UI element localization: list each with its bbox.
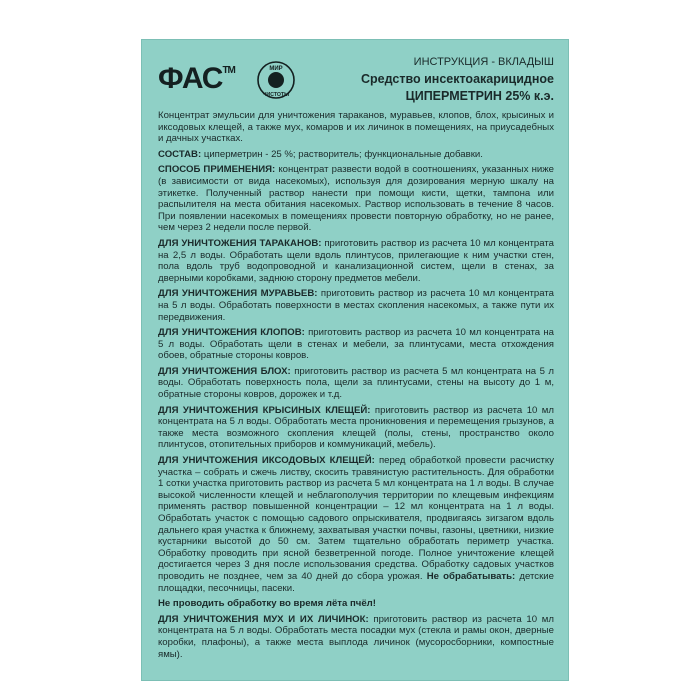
seal-text-top: МИР [269, 66, 283, 72]
bedbugs-text: приготовить раствор из расчета 10 мл концентрата на 5 л воды. Обработать щели в стенах и мебели, за плинтусами, места отхождения обоев, обратные стороны ковров. [158, 327, 554, 362]
ants-paragraph [158, 288, 554, 323]
instruction-body [158, 110, 554, 664]
brand-logo [158, 62, 235, 96]
fleas-heading: ДЛЯ УНИЧТОЖЕНИЯ БЛОХ: [158, 365, 291, 377]
bedbugs-paragraph [158, 327, 554, 362]
composition-heading: СОСТАВ: [158, 148, 202, 160]
flies-paragraph [158, 614, 554, 660]
ticks-paragraph [158, 455, 554, 594]
ants-text: приготовить раствор из расчета 10 мл концентрата на 5 л воды. Обработать поверхности в местах скопления насекомых, а также пути их передвижения. [158, 288, 554, 323]
cockroach-text: приготовить раствор из расчета 10 мл концентрата на 2,5 л воды. Обработать щели вдоль плинтусов, прилегающие к ним участки стен, пола вдоль труб водопроводной и канализационной систем, щели в стенах, за дверными коробками, заднюю сторону предметов мебели. [158, 237, 554, 284]
not-treat-heading: Не обрабатывать: [426, 570, 516, 582]
ratmites-heading: ДЛЯ УНИЧТОЖЕНИЯ КРЫСИНЫХ КЛЕЩЕЙ: [158, 404, 371, 416]
leaflet-header [142, 40, 568, 112]
flies-heading: ДЛЯ УНИЧТОЖЕНИЯ МУХ И ИХ ЛИЧИНОК: [158, 613, 369, 625]
ticks-heading: ДЛЯ УНИЧТОЖЕНИЯ ИКСОДОВЫХ КЛЕЩЕЙ: [158, 455, 375, 467]
brand-logo-text: ФАС [158, 62, 223, 95]
intro-paragraph: Концентрат эмульсии для уничтожения тараканов, муравьев, клопов, блох, крысиных и иксодовых клещей, а также мух, комаров и их личинок в помещениях, на приусадебных и дачных участках. [158, 110, 554, 145]
bedbugs-heading: ДЛЯ УНИЧТОЖЕНИЯ КЛОПОВ: [158, 327, 305, 339]
method-paragraph [158, 164, 554, 234]
ratmites-text: приготовить раствор из расчета 10 мл концентрата на 5 л воды. Обработать места проникновения и перемещения грызунов, а также места возможного скопления клещей (полы, стены, пространство около плинтусов, отопительных приборов и коммуникаций, мебель). [158, 404, 554, 451]
method-text: концентрат развести водой в соотношениях, указанных ниже (в зависимости от вида насекомых), используя для дозирования мерную шкалу на этикетке. Полученный раствор нанести при помощи кисти, щетки, тампона или распылителя на места обитания насекомых. Раствор использовать в течение 8 часов. При появлении насекомых в помещениях провести повторную обработку, но не ранее, чем через 2 недели после первой. [158, 164, 554, 234]
not-treat-text: детские площадки, песочницы, пасеки. [158, 570, 554, 594]
method-heading: СПОСОБ ПРИМЕНЕНИЯ: [158, 164, 276, 176]
fleas-text: приготовить раствор из расчета 5 мл концентрата на 5 л воды. Обработать поверхность пола, щели за плинтусами, стены на высоту до 1 м, обратные стороны ковров, дорожек и т.д. [158, 365, 554, 401]
fleas-paragraph [158, 366, 554, 401]
instruction-leaflet [142, 40, 568, 680]
seal-text-bottom: ЧИСТОТЫ [262, 92, 290, 98]
cockroach-heading: ДЛЯ УНИЧТОЖЕНИЯ ТАРАКАНОВ: [158, 237, 322, 249]
product-name: ЦИПЕРМЕТРИН 25% к.э. [405, 89, 554, 103]
bees-warning: Не проводить обработку во время лёта пчёл! [158, 598, 376, 610]
trademark-mark: TM [222, 65, 235, 76]
composition-paragraph [158, 149, 554, 161]
cockroach-paragraph [158, 238, 554, 284]
composition-text: циперметрин - 25 %; растворитель; функциональные добавки. [201, 148, 483, 160]
mir-chistoty-seal-icon [256, 60, 296, 100]
ants-heading: ДЛЯ УНИЧТОЖЕНИЯ МУРАВЬЕВ: [158, 288, 318, 300]
ratmites-paragraph [158, 405, 554, 451]
document-type: ИНСТРУКЦИЯ - ВКЛАДЫШ [413, 56, 554, 68]
product-description: Средство инсектоакарицидное [361, 72, 554, 86]
ticks-text: перед обработкой провести расчистку участка – собрать и сжечь листву, скосить травянистую растительность. Для обработки 1 сотки участка приготовить раствор из расчета 5 мл концентрата на 1 л воды. В случае высокой численности клещей и неблагополучия территории по клещевым инфекциям применять раствор повышенной концентрации – 12 мл концентрата на 1 л воды. Обработать участок с помощью садового опрыскивателя, продвигаясь зигзагом вдоль дальнего края участка к ближнему, захватывая участки почвы, газоны, цветники, низкие кустарники высотой до 50 см. Затем тщательно обработать периметр участка. Обработку проводить при ясной безветренной погоде. Полное уничтожение клещей достигается через 3 дня после использования средства. Обработку садовых участков проводить не позднее, чем за 40 дней до сбора урожая. [158, 455, 554, 582]
flies-text: приготовить раствор из расчета 10 мл концентрата на 5 л воды. Обработать места посадки мух (стекла и рамы окон, дверные коробки, плафоны), а также места выплода личинок (мусоросборники, компостные ямы). [158, 613, 554, 660]
